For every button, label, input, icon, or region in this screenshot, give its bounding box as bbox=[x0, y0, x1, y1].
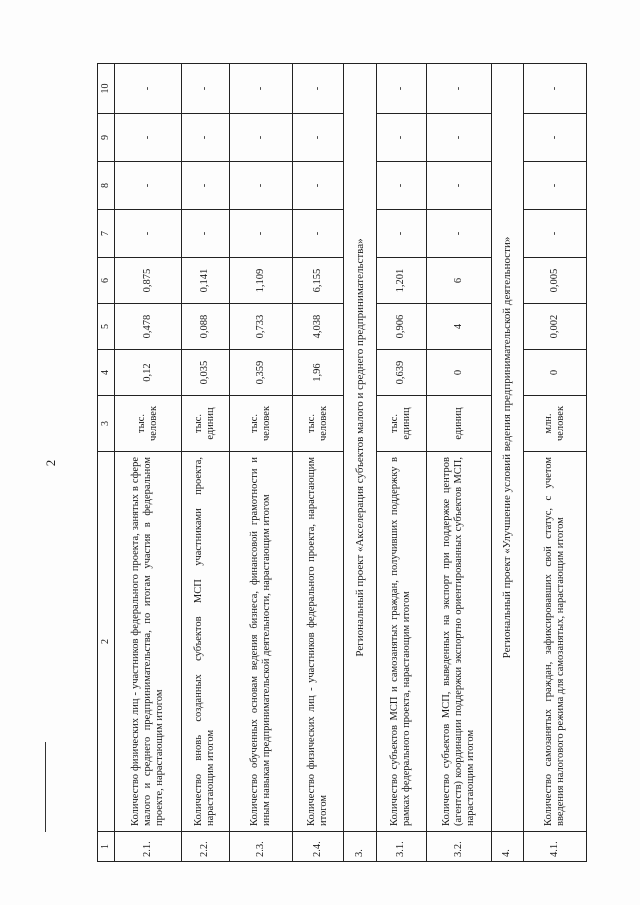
row-number: 2.2. bbox=[182, 832, 230, 862]
value-cell: 0 bbox=[426, 350, 491, 396]
section-row bbox=[491, 64, 523, 862]
value-cell: - bbox=[292, 210, 344, 258]
unit-cell: тыс. единиц bbox=[376, 396, 426, 452]
value-cell: 0,088 bbox=[182, 304, 230, 350]
value-cell: - bbox=[229, 114, 292, 162]
signature-line bbox=[45, 742, 46, 832]
value-cell: 0,002 bbox=[524, 304, 587, 350]
value-cell: - bbox=[426, 114, 491, 162]
unit-cell: тыс. единиц bbox=[182, 396, 230, 452]
value-cell: - bbox=[229, 210, 292, 258]
col-header-2: 2 bbox=[98, 452, 115, 832]
header-row bbox=[98, 64, 115, 862]
section-number: 3. bbox=[344, 832, 376, 862]
indicator-name: Количество физических лиц - участников федерального проекта, нарастающим итогом bbox=[292, 452, 344, 832]
col-header-6: 6 bbox=[98, 258, 115, 304]
indicator-name: Количество субъектов МСП и самозанятых граждан, получивших поддержку в рамках федерального проекта, нарастающим итогом bbox=[376, 452, 426, 832]
value-cell: 1,109 bbox=[229, 258, 292, 304]
indicator-name: Количество самозанятых граждан, зафиксировавших свой статус, с учетом введения налогового режима для самозанятых, нарастающим итогом bbox=[524, 452, 587, 832]
value-cell: 0,639 bbox=[376, 350, 426, 396]
value-cell: - bbox=[292, 162, 344, 210]
value-cell: - bbox=[182, 64, 230, 114]
value-cell: - bbox=[229, 162, 292, 210]
value-cell: - bbox=[426, 162, 491, 210]
table-row bbox=[115, 64, 182, 862]
value-cell: - bbox=[182, 210, 230, 258]
table-row bbox=[376, 64, 426, 862]
table-row bbox=[182, 64, 230, 862]
value-cell: - bbox=[115, 162, 182, 210]
value-cell: - bbox=[115, 114, 182, 162]
value-cell: 0,478 bbox=[115, 304, 182, 350]
row-number: 3.1. bbox=[376, 832, 426, 862]
value-cell: - bbox=[229, 64, 292, 114]
value-cell: 0,005 bbox=[524, 258, 587, 304]
value-cell: 0,141 bbox=[182, 258, 230, 304]
row-number: 2.4. bbox=[292, 832, 344, 862]
value-cell: - bbox=[292, 64, 344, 114]
row-number: 4.1. bbox=[524, 832, 587, 862]
value-cell: 6 bbox=[426, 258, 491, 304]
unit-cell: тыс. человек bbox=[292, 396, 344, 452]
section-title: Региональный проект «Улучшение условий ведения предпринимательской деятельности» bbox=[491, 64, 523, 832]
value-cell: 0,875 bbox=[115, 258, 182, 304]
page-number: 2 bbox=[43, 459, 58, 467]
indicator-name: Количество физических лиц - участников федерального проекта, занятых в сфере малого и среднего предпринимательства, по итогам участия в федеральном проекте, нарастающим итогом bbox=[115, 452, 182, 832]
value-cell: - bbox=[524, 114, 587, 162]
value-cell: - bbox=[115, 64, 182, 114]
unit-cell: тыс. человек bbox=[115, 396, 182, 452]
value-cell: - bbox=[524, 64, 587, 114]
col-header-9: 9 bbox=[98, 114, 115, 162]
table-row bbox=[426, 64, 491, 862]
value-cell: 1,201 bbox=[376, 258, 426, 304]
col-header-4: 4 bbox=[98, 350, 115, 396]
indicator-name: Количество обученных основам ведения бизнеса, финансовой грамотности и иным навыкам предпринимательской деятельности, нарастающим итогом bbox=[229, 452, 292, 832]
value-cell: 4 bbox=[426, 304, 491, 350]
indicator-name: Количество субъектов МСП, выведенных на экспорт при поддержке центров (агентств) координации поддержки экспортно ориентированных субъектов МСП, нарастающим итогом bbox=[426, 452, 491, 832]
value-cell: - bbox=[426, 64, 491, 114]
table-row bbox=[524, 64, 587, 862]
unit-cell: млн. человек bbox=[524, 396, 587, 452]
col-header-1: 1 bbox=[98, 832, 115, 862]
value-cell: - bbox=[376, 114, 426, 162]
table-row bbox=[229, 64, 292, 862]
rotated-content bbox=[43, 64, 587, 862]
value-cell: 0,035 bbox=[182, 350, 230, 396]
value-cell: - bbox=[115, 210, 182, 258]
value-cell: 4,038 bbox=[292, 304, 344, 350]
col-header-8: 8 bbox=[98, 162, 115, 210]
section-title: Региональный проект «Акселерация субъектов малого и среднего предпринимательства» bbox=[344, 64, 376, 832]
col-header-10: 10 bbox=[98, 64, 115, 114]
value-cell: - bbox=[292, 114, 344, 162]
value-cell: 0,12 bbox=[115, 350, 182, 396]
col-header-7: 7 bbox=[98, 210, 115, 258]
unit-cell: единиц bbox=[426, 396, 491, 452]
unit-cell: тыс. человек bbox=[229, 396, 292, 452]
value-cell: 6,155 bbox=[292, 258, 344, 304]
row-number: 3.2. bbox=[426, 832, 491, 862]
value-cell: - bbox=[376, 210, 426, 258]
indicators-table bbox=[97, 63, 587, 862]
value-cell: - bbox=[524, 162, 587, 210]
value-cell: 0,359 bbox=[229, 350, 292, 396]
value-cell: - bbox=[426, 210, 491, 258]
section-number: 4. bbox=[491, 832, 523, 862]
value-cell: - bbox=[376, 64, 426, 114]
value-cell: - bbox=[524, 210, 587, 258]
col-header-5: 5 bbox=[98, 304, 115, 350]
value-cell: - bbox=[182, 114, 230, 162]
indicator-name: Количество вновь созданных субъектов МСП участниками проекта, нарастающим итогом bbox=[182, 452, 230, 832]
row-number: 2.1. bbox=[115, 832, 182, 862]
value-cell: 0,733 bbox=[229, 304, 292, 350]
table-row bbox=[292, 64, 344, 862]
col-header-3: 3 bbox=[98, 396, 115, 452]
value-cell: - bbox=[182, 162, 230, 210]
value-cell: - bbox=[376, 162, 426, 210]
row-number: 2.3. bbox=[229, 832, 292, 862]
section-row bbox=[344, 64, 376, 862]
value-cell: 0,906 bbox=[376, 304, 426, 350]
value-cell: 0 bbox=[524, 350, 587, 396]
value-cell: 1,96 bbox=[292, 350, 344, 396]
